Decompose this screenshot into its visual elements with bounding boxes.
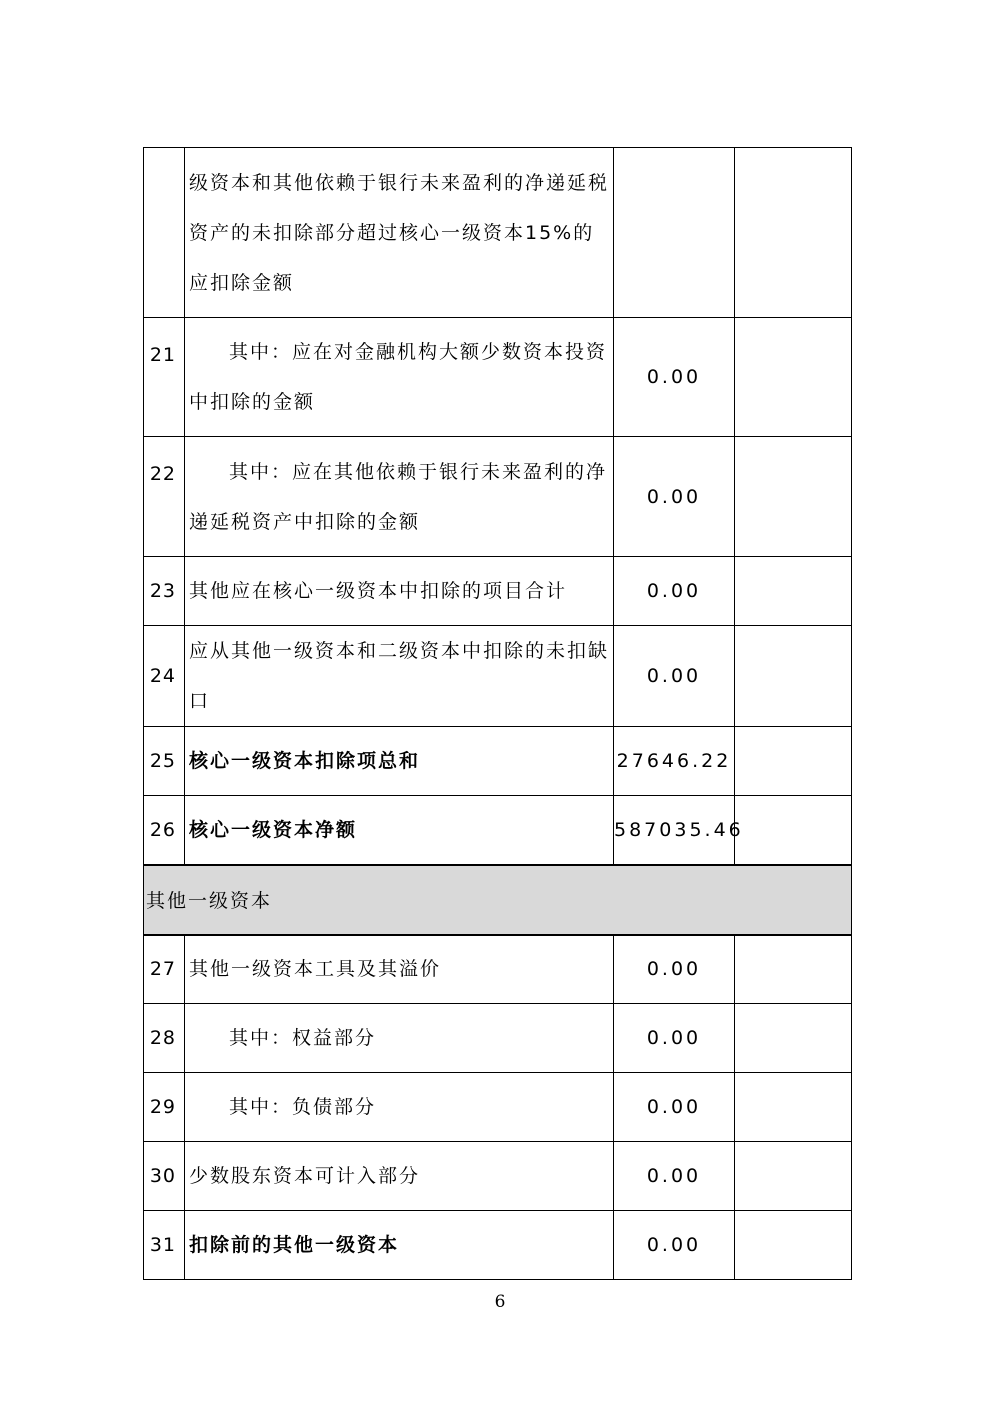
value-cell: 0.00	[614, 1142, 735, 1211]
value-cell: 27646.22	[614, 727, 735, 796]
table-row	[144, 1073, 852, 1142]
page-number: 6	[494, 1292, 506, 1312]
table-row	[144, 1211, 852, 1280]
row-number-cell: 25	[144, 727, 185, 796]
value-cell: 0.00	[614, 437, 735, 557]
item-cell: 其他一级资本工具及其溢价	[185, 935, 614, 1004]
value-cell: 587035.46	[614, 796, 735, 865]
remark-cell	[735, 437, 852, 557]
section-header: 其他一级资本	[144, 865, 852, 935]
item-cell	[185, 1073, 614, 1142]
item-cell	[185, 318, 614, 437]
remark-cell	[735, 796, 852, 865]
section-header-row	[144, 865, 852, 935]
table-row	[144, 935, 852, 1004]
item-cell: 核心一级资本扣除项总和	[185, 727, 614, 796]
row-number-cell: 23	[144, 557, 185, 626]
item-cell: 少数股东资本可计入部分	[185, 1142, 614, 1211]
item-cell: 级资本和其他依赖于银行未来盈利的净递延税资产的未扣除部分超过核心一级资本15%的应扣除金额	[185, 148, 614, 318]
value-cell: 0.00	[614, 557, 735, 626]
remark-cell	[735, 727, 852, 796]
value-cell: 0.00	[614, 1073, 735, 1142]
item-cell: 应从其他一级资本和二级资本中扣除的未扣缺口	[185, 626, 614, 727]
row-number-cell: 26	[144, 796, 185, 865]
table-row	[144, 727, 852, 796]
remark-cell	[735, 1073, 852, 1142]
item-label: 其中：应在其他依赖于银行未来盈利的净递延税资产中扣除的金额	[189, 460, 608, 533]
row-number-cell: 28	[144, 1004, 185, 1073]
table-row	[144, 1142, 852, 1211]
item-label: 其中：负债部分	[229, 1096, 377, 1118]
item-label: 其中：权益部分	[229, 1027, 377, 1049]
item-cell	[185, 437, 614, 557]
value-cell: 0.00	[614, 626, 735, 727]
remark-cell	[735, 935, 852, 1004]
row-number-cell: 22	[144, 437, 185, 557]
value-cell: 0.00	[614, 1004, 735, 1073]
table-row	[144, 318, 852, 437]
row-number-cell: 30	[144, 1142, 185, 1211]
remark-cell	[735, 626, 852, 727]
remark-cell	[735, 318, 852, 437]
value-cell: 0.00	[614, 318, 735, 437]
remark-cell	[735, 148, 852, 318]
value-cell: 0.00	[614, 935, 735, 1004]
row-number-cell: 27	[144, 935, 185, 1004]
row-number-cell: 21	[144, 318, 185, 437]
row-number-cell: 29	[144, 1073, 185, 1142]
row-number-cell: 24	[144, 626, 185, 727]
item-cell: 扣除前的其他一级资本	[185, 1211, 614, 1280]
item-cell: 核心一级资本净额	[185, 796, 614, 865]
capital-table	[143, 147, 852, 1280]
table-row	[144, 437, 852, 557]
table-row	[144, 796, 852, 865]
remark-cell	[735, 1004, 852, 1073]
remark-cell	[735, 1211, 852, 1280]
remark-cell	[735, 1142, 852, 1211]
table-row	[144, 1004, 852, 1073]
item-cell: 其他应在核心一级资本中扣除的项目合计	[185, 557, 614, 626]
value-cell: 0.00	[614, 1211, 735, 1280]
table-row	[144, 626, 852, 727]
item-label: 其中：应在对金融机构大额少数资本投资中扣除的金额	[189, 341, 608, 413]
item-cell	[185, 1004, 614, 1073]
table-row	[144, 557, 852, 626]
value-cell	[614, 148, 735, 318]
table-row	[144, 148, 852, 318]
row-number-cell	[144, 148, 185, 318]
remark-cell	[735, 557, 852, 626]
row-number-cell: 31	[144, 1211, 185, 1280]
